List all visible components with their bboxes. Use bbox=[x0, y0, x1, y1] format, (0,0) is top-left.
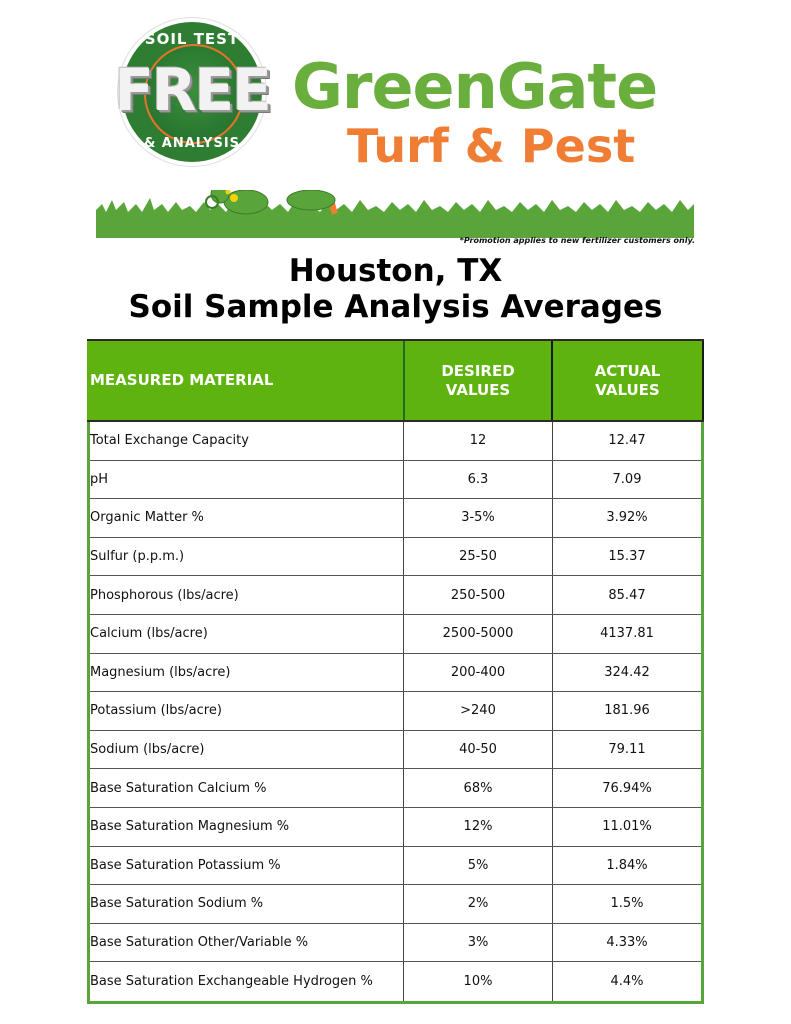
brand-name: GreenGate bbox=[292, 50, 658, 123]
cell-actual: 15.37 bbox=[608, 549, 646, 565]
cell-actual: 1.84% bbox=[606, 857, 648, 873]
column-header-desired-label: DESIRED VALUES bbox=[441, 361, 515, 399]
column-header-desired bbox=[403, 341, 553, 420]
cell-actual: 4137.81 bbox=[600, 626, 654, 642]
cell-material: Sulfur (p.p.m.) bbox=[90, 549, 185, 565]
brand-tagline: Turf & Pest bbox=[347, 119, 636, 173]
page-header bbox=[0, 0, 791, 250]
cell-material: pH bbox=[90, 471, 109, 487]
column-header-material: MEASURED MATERIAL bbox=[90, 371, 274, 389]
table-row bbox=[90, 461, 701, 500]
table-row bbox=[90, 847, 701, 886]
cell-material: Organic Matter % bbox=[90, 510, 204, 526]
cell-material: Base Saturation Magnesium % bbox=[90, 819, 290, 835]
cell-desired: 3-5% bbox=[403, 499, 553, 537]
cell-desired: 12 bbox=[403, 422, 553, 460]
cell-actual: 85.47 bbox=[608, 587, 646, 603]
table-row bbox=[90, 924, 701, 963]
cell-desired: 68% bbox=[403, 769, 553, 807]
cell-desired: 10% bbox=[403, 962, 553, 1001]
cell-desired: 6.3 bbox=[403, 461, 553, 499]
free-soil-test-badge bbox=[114, 18, 270, 166]
cell-desired: 3% bbox=[403, 924, 553, 962]
table-row bbox=[90, 422, 701, 461]
table-header bbox=[87, 339, 704, 422]
cell-desired: 12% bbox=[403, 808, 553, 846]
soil-analysis-table bbox=[87, 339, 704, 1004]
table-row bbox=[90, 692, 701, 731]
cell-desired: 40-50 bbox=[403, 731, 553, 769]
cell-material: Base Saturation Exchangeable Hydrogen % bbox=[90, 974, 373, 990]
cell-actual: 181.96 bbox=[604, 703, 650, 719]
cell-actual: 79.11 bbox=[608, 742, 646, 758]
cell-desired: 2500-5000 bbox=[403, 615, 553, 653]
cell-desired: 25-50 bbox=[403, 538, 553, 576]
cell-actual: 76.94% bbox=[602, 780, 652, 796]
cell-material: Magnesium (lbs/acre) bbox=[90, 664, 231, 680]
cell-material: Base Saturation Potassium % bbox=[90, 857, 281, 873]
grass-illustration bbox=[96, 190, 694, 238]
table-row bbox=[90, 538, 701, 577]
badge-free-text: FREE bbox=[114, 56, 270, 124]
cell-actual: 3.92% bbox=[606, 510, 648, 526]
cell-material: Base Saturation Sodium % bbox=[90, 896, 264, 912]
cell-desired: 250-500 bbox=[403, 576, 553, 614]
cell-material: Calcium (lbs/acre) bbox=[90, 626, 208, 642]
promotion-note: *Promotion applies to new fertilizer customers only. bbox=[459, 236, 695, 245]
cell-material: Sodium (lbs/acre) bbox=[90, 742, 205, 758]
cell-actual: 11.01% bbox=[602, 819, 652, 835]
table-body bbox=[87, 422, 704, 1004]
cell-material: Base Saturation Calcium % bbox=[90, 780, 267, 796]
page-title-location: Houston, TX bbox=[288, 253, 503, 289]
cell-actual: 324.42 bbox=[604, 664, 650, 680]
cell-material: Total Exchange Capacity bbox=[90, 433, 249, 449]
column-header-actual-label: ACTUAL VALUES bbox=[594, 361, 661, 399]
cell-material: Base Saturation Other/Variable % bbox=[90, 935, 309, 951]
page-title: Soil Sample Analysis Averages bbox=[128, 289, 663, 325]
table-row bbox=[90, 576, 701, 615]
table-row bbox=[90, 885, 701, 924]
cell-actual: 1.5% bbox=[610, 896, 644, 912]
table-row bbox=[90, 769, 701, 808]
badge-top-text: SOIL TEST bbox=[144, 30, 240, 48]
table-row bbox=[90, 808, 701, 847]
cell-actual: 12.47 bbox=[608, 433, 646, 449]
cell-desired: 5% bbox=[403, 847, 553, 885]
table-row bbox=[90, 962, 701, 1001]
cell-desired: >240 bbox=[403, 692, 553, 730]
cell-material: Phosphorous (lbs/acre) bbox=[90, 587, 239, 603]
cell-desired: 2% bbox=[403, 885, 553, 923]
cell-desired: 200-400 bbox=[403, 654, 553, 692]
table-row bbox=[90, 654, 701, 693]
column-header-actual bbox=[553, 341, 704, 420]
cell-actual: 4.4% bbox=[610, 974, 644, 990]
table-row bbox=[90, 615, 701, 654]
table-row bbox=[90, 499, 701, 538]
cell-actual: 7.09 bbox=[612, 471, 642, 487]
badge-bottom-text: & ANALYSIS bbox=[143, 136, 241, 151]
table-row bbox=[90, 731, 701, 770]
cell-actual: 4.33% bbox=[606, 935, 648, 951]
cell-material: Potassium (lbs/acre) bbox=[90, 703, 222, 719]
